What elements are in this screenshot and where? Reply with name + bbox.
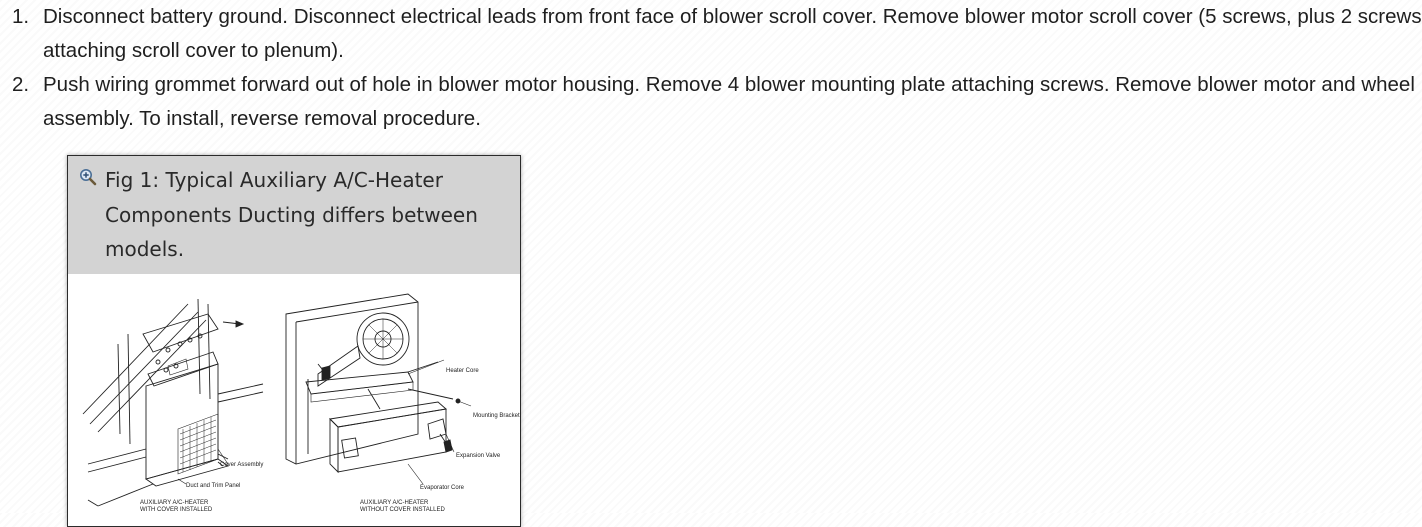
step-item [0,68,1422,136]
procedure-steps [0,0,1422,136]
right-caption-line-2: WITHOUT COVER INSTALLED [360,507,445,513]
right-caption-line-1: AUXILIARY A/C-HEATER [360,500,429,506]
label-cover-assembly: Cover Assembly [220,462,264,468]
figure-box [67,155,521,527]
magnifier-plus-icon[interactable] [79,168,97,186]
step-number: 2. [12,73,30,96]
step-text: Push wiring grommet forward out of hole in blower motor housing. Remove 4 blower mounting plate attaching screws. Remove blower motor and wheel assembly. To install, reverse removal procedure. [43,73,1415,130]
figure-caption-text: Fig 1: Typical Auxiliary A/C-Heater Components Ducting differs between models. [105,168,478,261]
label-mounting-bracket: Mounting Bracket [473,413,520,419]
left-unit-drawing [83,299,263,506]
label-expansion-valve: Expansion Valve [456,453,501,459]
label-duct-trim-panel: Duct and Trim Panel [186,483,241,489]
figure-caption [68,156,520,274]
right-unit-drawing [286,294,460,472]
label-heater-core: Heater Core [446,368,479,374]
left-caption-line-2: WITH COVER INSTALLED [140,507,213,513]
label-evaporator-core: Evaporator Core [420,485,465,491]
left-caption-line-1: AUXILIARY A/C-HEATER [140,500,209,506]
auxiliary-ac-heater-illustration[interactable] [68,274,520,527]
step-number: 1. [12,5,30,28]
step-item [0,0,1422,68]
step-text: Disconnect battery ground. Disconnect electrical leads from front face of blower scroll cover. Remove blower motor scroll cover (5 screws, plus 2 screws attaching scroll cover to plenum). [43,5,1422,62]
